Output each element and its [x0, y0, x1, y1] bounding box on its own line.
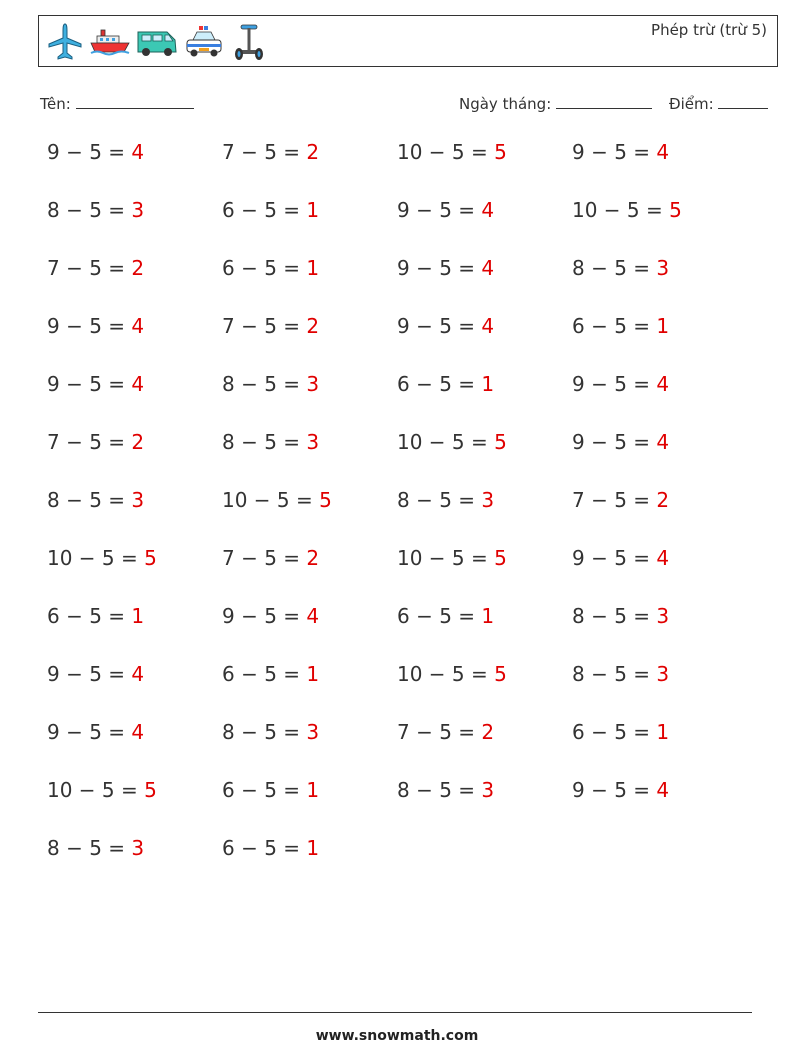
problem-row	[47, 778, 767, 818]
problem-answer: 2	[131, 256, 145, 280]
problem-row	[47, 140, 767, 180]
problem-answer: 4	[131, 662, 145, 686]
worksheet-title: Phép trừ (trừ 5)	[651, 21, 767, 39]
problem-answer: 2	[306, 314, 320, 338]
problem	[47, 546, 157, 570]
problem-question: 8 − 5 =	[572, 662, 657, 686]
problem-answer: 4	[656, 430, 670, 454]
problem-answer: 5	[494, 546, 507, 570]
problem	[572, 256, 669, 280]
problem-answer: 2	[656, 488, 670, 512]
problem-answer: 4	[481, 314, 495, 338]
problem-answer: 1	[306, 256, 320, 280]
problem	[222, 546, 319, 570]
problem-answer: 2	[131, 430, 145, 454]
problem-row	[47, 430, 767, 470]
problem-question: 6 − 5 =	[222, 198, 307, 222]
police-car-icon	[183, 22, 225, 62]
name-blank[interactable]	[76, 94, 194, 109]
problem-answer: 1	[306, 662, 320, 686]
problem	[572, 662, 669, 686]
date-field	[459, 94, 652, 113]
problem-answer: 5	[494, 140, 507, 164]
problem	[397, 488, 494, 512]
problem-question: 7 − 5 =	[397, 720, 482, 744]
problem	[397, 198, 494, 222]
problem-question: 7 − 5 =	[572, 488, 657, 512]
problem-question: 10 − 5 =	[572, 198, 670, 222]
problem	[222, 604, 319, 628]
problem-answer: 3	[656, 662, 670, 686]
problem-question: 9 − 5 =	[572, 140, 657, 164]
problem-answer: 5	[144, 778, 157, 802]
problem-row	[47, 604, 767, 644]
problem-row	[47, 256, 767, 296]
problem	[47, 662, 144, 686]
segway-icon	[229, 22, 269, 62]
problem-question: 7 − 5 =	[47, 256, 132, 280]
problem-question: 6 − 5 =	[397, 372, 482, 396]
problem-answer: 4	[306, 604, 320, 628]
problem-answer: 3	[656, 604, 670, 628]
problem-question: 9 − 5 =	[397, 198, 482, 222]
problem-question: 10 − 5 =	[47, 546, 145, 570]
problem-question: 9 − 5 =	[47, 140, 132, 164]
problem-answer: 1	[481, 372, 495, 396]
problem-question: 6 − 5 =	[222, 836, 307, 860]
problem-question: 6 − 5 =	[572, 720, 657, 744]
problem-answer: 2	[306, 546, 320, 570]
problem	[47, 256, 144, 280]
problem-question: 8 − 5 =	[572, 256, 657, 280]
problem-question: 7 − 5 =	[47, 430, 132, 454]
problem-row	[47, 720, 767, 760]
problem-question: 8 − 5 =	[397, 778, 482, 802]
problem	[397, 314, 494, 338]
problem-question: 8 − 5 =	[222, 430, 307, 454]
problem	[47, 372, 144, 396]
problem	[47, 430, 144, 454]
problem	[397, 546, 507, 570]
problem-answer: 4	[131, 720, 145, 744]
problem-answer: 1	[306, 836, 320, 860]
problem-row	[47, 372, 767, 412]
problem	[572, 546, 669, 570]
score-label: Điểm:	[669, 95, 714, 113]
problem	[397, 778, 494, 802]
problem	[572, 720, 669, 744]
problem-question: 8 − 5 =	[222, 372, 307, 396]
score-blank[interactable]	[718, 94, 768, 109]
problem-question: 9 − 5 =	[47, 662, 132, 686]
problem	[47, 720, 144, 744]
problem	[572, 314, 669, 338]
problem-answer: 3	[656, 256, 670, 280]
problem	[397, 256, 494, 280]
problem-answer: 4	[131, 372, 145, 396]
problem	[222, 430, 319, 454]
problem-answer: 2	[481, 720, 495, 744]
problem-answer: 4	[131, 140, 145, 164]
problem-row	[47, 488, 767, 528]
problem	[397, 372, 494, 396]
problem-answer: 3	[131, 198, 145, 222]
problem-answer: 4	[656, 546, 670, 570]
problem	[222, 778, 319, 802]
problem-question: 9 − 5 =	[572, 546, 657, 570]
problem-question: 9 − 5 =	[397, 314, 482, 338]
problem	[572, 430, 669, 454]
problem-question: 9 − 5 =	[572, 778, 657, 802]
problem-answer: 4	[656, 140, 670, 164]
problem-question: 9 − 5 =	[222, 604, 307, 628]
problem-question: 10 − 5 =	[47, 778, 145, 802]
problem-question: 6 − 5 =	[572, 314, 657, 338]
problem-answer: 1	[656, 720, 670, 744]
problem-question: 8 − 5 =	[47, 198, 132, 222]
problem	[222, 836, 319, 860]
problem	[397, 720, 494, 744]
problem-question: 6 − 5 =	[222, 256, 307, 280]
problem	[47, 488, 144, 512]
problem-row	[47, 546, 767, 586]
ship-icon	[89, 22, 131, 62]
problem-answer: 3	[131, 836, 145, 860]
problem	[222, 198, 319, 222]
problem	[222, 372, 319, 396]
problem-answer: 4	[656, 372, 670, 396]
problem-question: 9 − 5 =	[572, 372, 657, 396]
problem-question: 7 − 5 =	[222, 140, 307, 164]
problem	[572, 604, 669, 628]
problem-question: 10 − 5 =	[397, 140, 495, 164]
problem	[47, 198, 144, 222]
problem-answer: 5	[669, 198, 682, 222]
problem-answer: 4	[131, 314, 145, 338]
van-icon	[135, 22, 179, 62]
problem-answer: 5	[494, 430, 507, 454]
problem-question: 10 − 5 =	[222, 488, 320, 512]
problem-answer: 4	[656, 778, 670, 802]
problem-answer: 3	[306, 720, 320, 744]
problem-question: 10 − 5 =	[397, 662, 495, 686]
worksheet-header	[38, 15, 778, 67]
date-label: Ngày tháng:	[459, 95, 552, 113]
airplane-icon	[45, 22, 85, 62]
problem	[397, 140, 507, 164]
problem	[47, 604, 144, 628]
problem-question: 8 − 5 =	[47, 836, 132, 860]
problem-row	[47, 836, 767, 876]
problem-question: 8 − 5 =	[47, 488, 132, 512]
problem-question: 9 − 5 =	[47, 720, 132, 744]
problem-row	[47, 314, 767, 354]
problem-answer: 1	[306, 778, 320, 802]
problem	[397, 662, 507, 686]
problem	[222, 720, 319, 744]
problem-answer: 3	[481, 778, 495, 802]
problem-answer: 3	[306, 372, 320, 396]
problem	[572, 488, 669, 512]
name-label: Tên:	[40, 95, 71, 113]
problem-answer: 3	[306, 430, 320, 454]
problem-question: 10 − 5 =	[397, 546, 495, 570]
problem	[397, 430, 507, 454]
footer-url: www.snowmath.com	[315, 1028, 479, 1044]
problem-answer: 3	[481, 488, 495, 512]
header-icons	[45, 22, 269, 62]
problem-answer: 5	[494, 662, 507, 686]
problem-answer: 1	[656, 314, 670, 338]
problem-question: 10 − 5 =	[397, 430, 495, 454]
problem-question: 8 − 5 =	[572, 604, 657, 628]
footer-divider	[38, 1012, 752, 1013]
problem-answer: 1	[131, 604, 145, 628]
problem	[222, 662, 319, 686]
name-field	[40, 94, 194, 113]
problem	[222, 488, 332, 512]
problem-answer: 4	[481, 198, 495, 222]
problem	[47, 836, 144, 860]
date-blank[interactable]	[556, 94, 652, 109]
problem-question: 6 − 5 =	[222, 778, 307, 802]
problem-row	[47, 198, 767, 238]
problem	[222, 314, 319, 338]
problem	[47, 778, 157, 802]
problem-question: 8 − 5 =	[397, 488, 482, 512]
problem-answer: 4	[481, 256, 495, 280]
problem	[222, 140, 319, 164]
problem-question: 6 − 5 =	[222, 662, 307, 686]
problem-answer: 5	[319, 488, 332, 512]
score-field	[669, 94, 768, 113]
problem	[47, 314, 144, 338]
problem-row	[47, 662, 767, 702]
problem-question: 8 − 5 =	[222, 720, 307, 744]
problem-answer: 2	[306, 140, 320, 164]
problem-question: 7 − 5 =	[222, 546, 307, 570]
problem-question: 9 − 5 =	[47, 372, 132, 396]
problem-answer: 5	[144, 546, 157, 570]
problem-answer: 1	[481, 604, 495, 628]
problem-question: 9 − 5 =	[397, 256, 482, 280]
problem-question: 9 − 5 =	[572, 430, 657, 454]
problem	[47, 140, 144, 164]
problem	[222, 256, 319, 280]
problem	[572, 140, 669, 164]
problem-question: 9 − 5 =	[47, 314, 132, 338]
problem	[572, 372, 669, 396]
problem-answer: 1	[306, 198, 320, 222]
problem	[397, 604, 494, 628]
problem-question: 7 − 5 =	[222, 314, 307, 338]
problem	[572, 198, 682, 222]
problem-question: 6 − 5 =	[47, 604, 132, 628]
problem-answer: 3	[131, 488, 145, 512]
problem-question: 6 − 5 =	[397, 604, 482, 628]
problem	[572, 778, 669, 802]
